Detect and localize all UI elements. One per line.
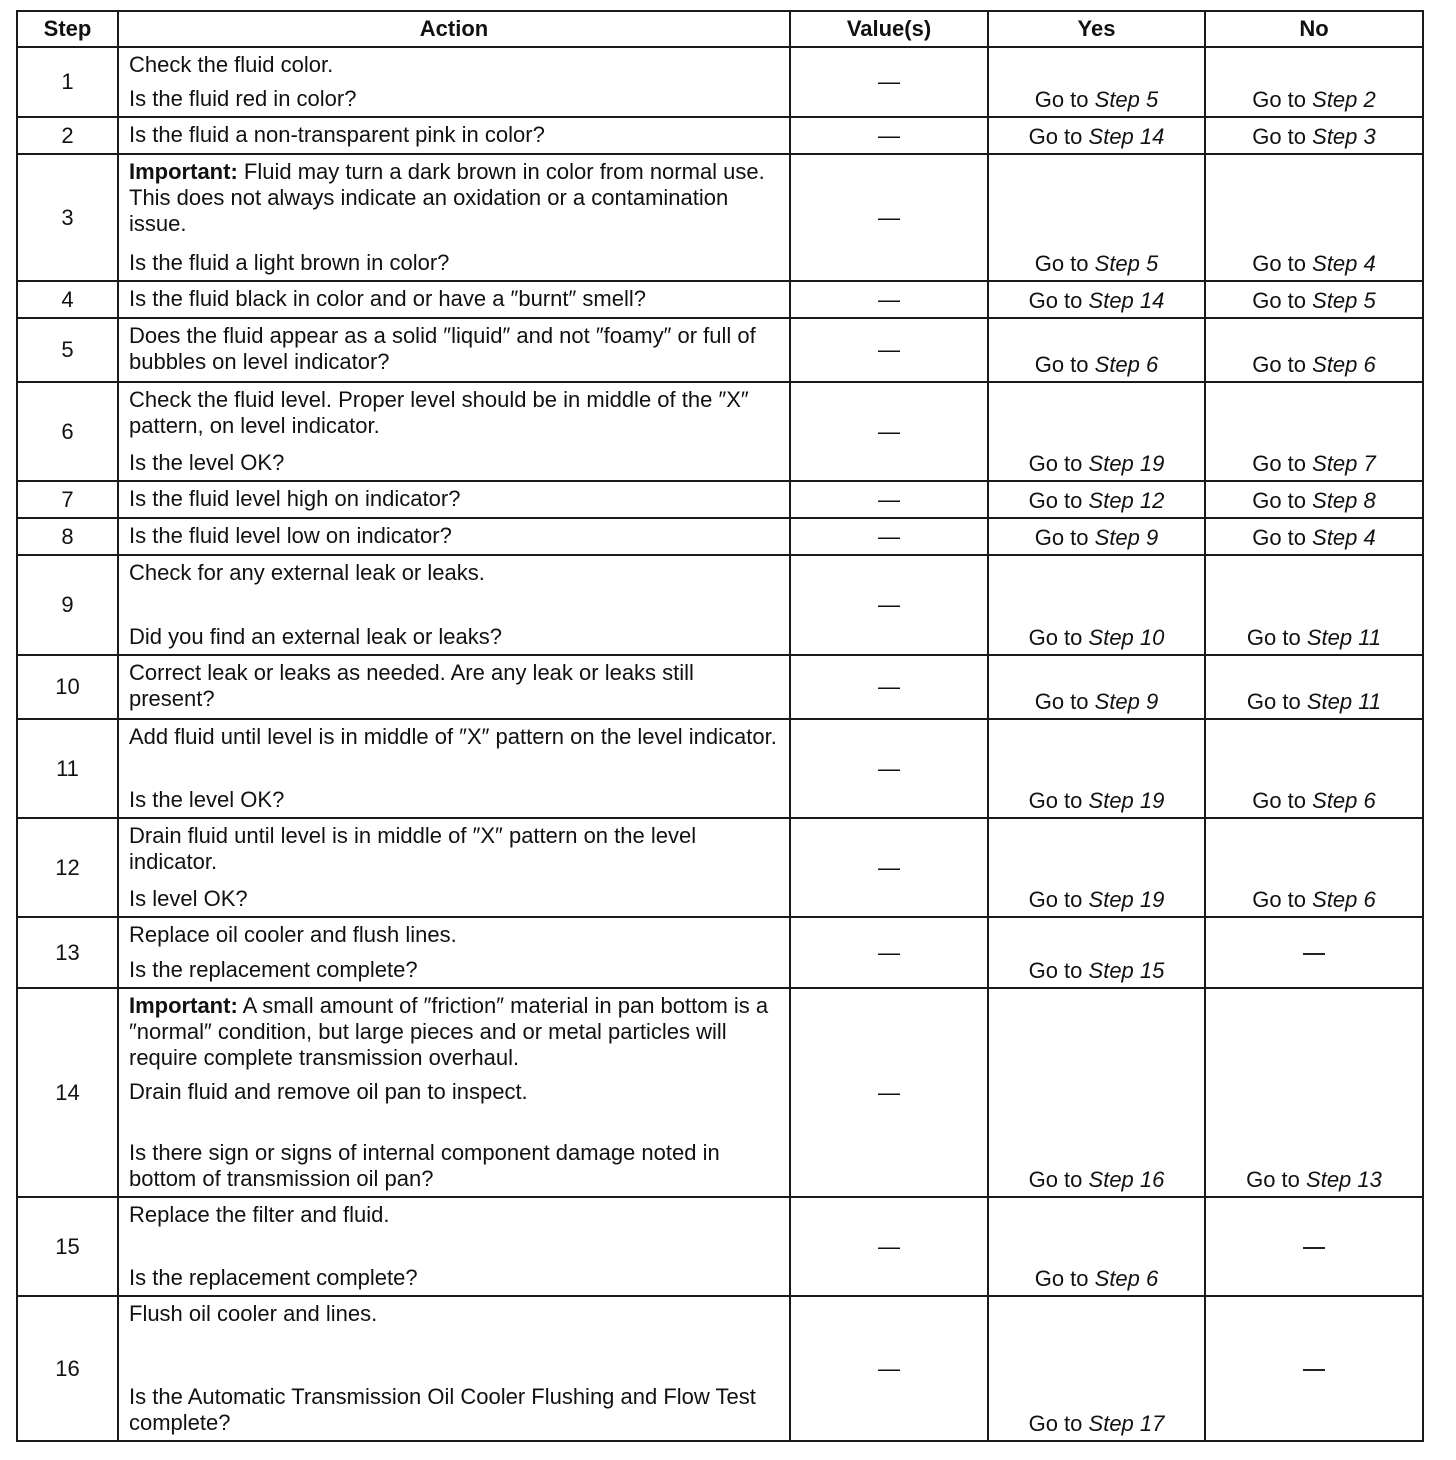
value-cell (790, 1296, 988, 1441)
header-action: Action (118, 11, 790, 47)
step-word: Step (1088, 958, 1134, 983)
action-paragraph (129, 957, 779, 983)
action-text: Did you find an external leak or leaks? (129, 624, 502, 649)
action-paragraph (129, 450, 779, 476)
value-cell (790, 318, 988, 382)
value-text: — (878, 204, 900, 230)
header-values: Value(s) (790, 11, 988, 47)
action-paragraph (129, 523, 779, 549)
action-text: Replace oil cooler and flush lines. (129, 922, 457, 947)
go-to-prefix: Go to (1246, 1167, 1300, 1192)
action-paragraph (129, 486, 779, 512)
no-step-ref (1306, 1167, 1382, 1192)
step-word: Step (1312, 451, 1358, 476)
header-yes: Yes (988, 11, 1205, 47)
step-number: 3 (1363, 124, 1376, 149)
yes-step-ref (1095, 1266, 1159, 1291)
step-word: Step (1094, 689, 1140, 714)
no-step-ref (1307, 625, 1381, 650)
no-step-ref (1312, 124, 1376, 149)
action-paragraph (129, 1202, 779, 1228)
step-number: 17 (1139, 1411, 1165, 1436)
value-cell (790, 154, 988, 281)
step-number: 5 (1146, 87, 1159, 112)
value-text: — (878, 337, 900, 362)
yes-step-ref (1089, 124, 1165, 149)
yes-cell (988, 655, 1205, 719)
action-cell (118, 318, 790, 382)
action-cell (118, 281, 790, 318)
action-text: Is the fluid a non-transparent pink in color? (129, 122, 545, 147)
yes-cell (988, 481, 1205, 518)
step-number: 6 (1363, 887, 1376, 912)
table-row (17, 47, 1423, 117)
diagnostic-table (16, 10, 1424, 1442)
yes-cell (988, 818, 1205, 917)
go-to-prefix: Go to (1028, 1167, 1083, 1192)
diagnostic-table-container (16, 10, 1422, 1442)
step-word: Step (1312, 788, 1358, 813)
table-row (17, 117, 1423, 154)
action-paragraph (129, 993, 779, 1071)
go-to-prefix: Go to (1034, 251, 1089, 276)
dash-mark (1303, 1369, 1325, 1371)
yes-step-ref (1095, 352, 1159, 377)
go-to-prefix: Go to (1028, 788, 1083, 813)
yes-cell (988, 719, 1205, 818)
no-cell (1205, 555, 1423, 655)
step-word: Step (1094, 525, 1140, 550)
go-to-prefix: Go to (1252, 352, 1307, 377)
step-number-cell: 4 (17, 281, 118, 318)
no-step-ref (1312, 451, 1376, 476)
step-number-cell: 9 (17, 555, 118, 655)
step-word: Step (1088, 1411, 1134, 1436)
step-word: Step (1094, 87, 1140, 112)
step-word: Step (1088, 887, 1134, 912)
yes-step-ref (1089, 451, 1165, 476)
step-number: 5 (1363, 288, 1376, 313)
table-header-row (17, 11, 1423, 47)
step-number-cell: 16 (17, 1296, 118, 1441)
go-to-prefix: Go to (1246, 689, 1301, 714)
value-cell (790, 518, 988, 555)
value-cell (790, 555, 988, 655)
value-cell (790, 117, 988, 154)
important-label: Important: (129, 993, 238, 1018)
action-text: Is the Automatic Transmission Oil Cooler Flushing and Flow Test complete? (129, 1384, 756, 1435)
action-text: Correct leak or leaks as needed. Are any leak or leaks still present? (129, 660, 694, 711)
action-text: Add fluid until level is in middle of ″X″ pattern on the level indicator. (129, 724, 777, 749)
value-cell (790, 47, 988, 117)
value-text: — (878, 674, 900, 699)
action-text: Is the replacement complete? (129, 957, 418, 982)
action-text: Is the fluid black in color and or have a ″burnt″ smell? (129, 286, 646, 311)
yes-step-ref (1089, 958, 1165, 983)
action-paragraph (129, 86, 779, 112)
step-number: 19 (1139, 887, 1165, 912)
go-to-prefix: Go to (1028, 1411, 1083, 1436)
header-no: No (1205, 11, 1423, 47)
dash-mark (1303, 953, 1325, 955)
action-cell (118, 818, 790, 917)
step-number: 14 (1139, 288, 1165, 313)
action-text: Check the fluid color. (129, 52, 334, 77)
no-step-ref (1312, 488, 1376, 513)
no-cell (1205, 318, 1423, 382)
table-row (17, 818, 1423, 917)
action-paragraph (129, 250, 779, 276)
action-text: Is the fluid red in color? (129, 86, 357, 111)
yes-cell (988, 518, 1205, 555)
step-number-cell: 6 (17, 382, 118, 481)
action-cell (118, 382, 790, 481)
value-text: — (878, 1233, 900, 1259)
go-to-prefix: Go to (1252, 87, 1307, 112)
yes-cell (988, 117, 1205, 154)
action-cell (118, 481, 790, 518)
no-cell (1205, 818, 1423, 917)
step-word: Step (1312, 288, 1358, 313)
step-number: 6 (1146, 1266, 1159, 1291)
step-word: Step (1088, 124, 1134, 149)
step-number-cell: 7 (17, 481, 118, 518)
action-cell (118, 1296, 790, 1441)
step-word: Step (1312, 251, 1358, 276)
action-text: Does the fluid appear as a solid ″liquid″ and not ″foamy″ or full of bubbles on level indicator? (129, 323, 756, 374)
step-word: Step (1094, 251, 1140, 276)
step-number-cell: 5 (17, 318, 118, 382)
yes-step-ref (1089, 788, 1165, 813)
important-label: Important: (129, 159, 238, 184)
action-paragraph (129, 823, 779, 875)
table-row (17, 1296, 1423, 1441)
action-paragraph (129, 886, 779, 912)
yes-cell (988, 1197, 1205, 1296)
step-number: 2 (1363, 87, 1376, 112)
action-paragraph (129, 122, 779, 148)
value-text: — (878, 286, 900, 312)
action-cell (118, 1197, 790, 1296)
no-cell (1205, 47, 1423, 117)
no-step-ref (1312, 788, 1376, 813)
header-step: Step (17, 11, 118, 47)
step-number-cell: 11 (17, 719, 118, 818)
step-number-cell: 10 (17, 655, 118, 719)
value-cell (790, 719, 988, 818)
table-row (17, 555, 1423, 655)
step-word: Step (1094, 1266, 1140, 1291)
go-to-prefix: Go to (1246, 625, 1301, 650)
step-number: 8 (1363, 488, 1376, 513)
no-cell (1205, 1296, 1423, 1441)
action-text: Is there sign or signs of internal component damage noted in bottom of transmission oil pan? (129, 1140, 720, 1191)
action-text: Drain fluid until level is in middle of ″X″ pattern on the level indicator. (129, 823, 697, 874)
action-paragraph (129, 1384, 779, 1436)
step-number-cell: 1 (17, 47, 118, 117)
action-paragraph (129, 387, 779, 439)
no-cell (1205, 382, 1423, 481)
step-number: 9 (1146, 689, 1159, 714)
table-row (17, 318, 1423, 382)
go-to-prefix: Go to (1028, 488, 1083, 513)
step-number: 5 (1146, 251, 1159, 276)
step-word: Step (1088, 1167, 1134, 1192)
no-step-ref (1312, 525, 1376, 550)
step-number: 9 (1146, 525, 1159, 550)
go-to-prefix: Go to (1034, 689, 1089, 714)
action-text: Is the level OK? (129, 787, 285, 812)
value-text: — (878, 486, 900, 512)
step-number-cell: 2 (17, 117, 118, 154)
no-cell (1205, 719, 1423, 818)
step-number-cell: 12 (17, 818, 118, 917)
yes-step-ref (1089, 1167, 1165, 1192)
yes-step-ref (1095, 87, 1159, 112)
step-word: Step (1094, 352, 1140, 377)
table-row (17, 988, 1423, 1197)
action-paragraph (129, 1140, 779, 1192)
value-text: — (878, 854, 900, 880)
yes-step-ref (1089, 887, 1165, 912)
no-step-ref (1312, 887, 1376, 912)
step-number-cell: 13 (17, 917, 118, 988)
table-row (17, 481, 1423, 518)
action-paragraph (129, 1301, 779, 1327)
step-word: Step (1312, 87, 1358, 112)
step-number: 11 (1358, 689, 1382, 714)
action-text: Is the fluid level high on indicator? (129, 486, 461, 511)
no-cell (1205, 154, 1423, 281)
action-paragraph (129, 724, 779, 750)
step-number-cell: 8 (17, 518, 118, 555)
action-text: Drain fluid and remove oil pan to inspect. (129, 1079, 528, 1104)
step-word: Step (1312, 124, 1358, 149)
table-row (17, 281, 1423, 318)
action-cell (118, 117, 790, 154)
value-cell (790, 1197, 988, 1296)
dash-mark (1303, 1247, 1325, 1249)
go-to-prefix: Go to (1252, 251, 1307, 276)
value-text: — (878, 939, 900, 965)
go-to-prefix: Go to (1034, 352, 1089, 377)
action-text: Check the fluid level. Proper level should be in middle of the ″X″ pattern, on level indicator. (129, 387, 749, 438)
no-cell (1205, 481, 1423, 518)
step-word: Step (1312, 525, 1358, 550)
action-text: Is the fluid a light brown in color? (129, 250, 450, 275)
step-number: 15 (1139, 958, 1165, 983)
value-text: — (878, 418, 900, 444)
table-row (17, 382, 1423, 481)
action-cell (118, 917, 790, 988)
table-row (17, 655, 1423, 719)
yes-step-ref (1089, 288, 1165, 313)
go-to-prefix: Go to (1034, 525, 1089, 550)
step-number: 6 (1363, 352, 1376, 377)
no-step-ref (1312, 251, 1376, 276)
step-word: Step (1088, 451, 1134, 476)
action-cell (118, 47, 790, 117)
value-cell (790, 382, 988, 481)
value-text: — (878, 523, 900, 549)
value-cell (790, 481, 988, 518)
yes-cell (988, 281, 1205, 318)
no-cell (1205, 1197, 1423, 1296)
action-cell (118, 518, 790, 555)
step-word: Step (1088, 488, 1134, 513)
action-cell (118, 655, 790, 719)
table-row (17, 1197, 1423, 1296)
action-paragraph (129, 159, 779, 237)
value-text: — (878, 122, 900, 148)
step-word: Step (1306, 1167, 1352, 1192)
action-text: Is the level OK? (129, 450, 285, 475)
yes-cell (988, 1296, 1205, 1441)
action-text: Check for any external leak or leaks. (129, 560, 485, 585)
step-number: 4 (1363, 525, 1376, 550)
action-paragraph (129, 560, 779, 586)
go-to-prefix: Go to (1252, 488, 1307, 513)
table-row (17, 917, 1423, 988)
no-cell (1205, 281, 1423, 318)
table-body (17, 47, 1423, 1441)
step-number: 19 (1139, 451, 1165, 476)
value-cell (790, 655, 988, 719)
no-cell (1205, 988, 1423, 1197)
action-paragraph (129, 922, 779, 948)
no-step-ref (1307, 689, 1381, 714)
go-to-prefix: Go to (1034, 87, 1089, 112)
step-number-cell: 14 (17, 988, 118, 1197)
step-number: 6 (1363, 788, 1376, 813)
step-number: 4 (1363, 251, 1376, 276)
yes-step-ref (1095, 251, 1159, 276)
step-number: 19 (1139, 788, 1165, 813)
step-number: 13 (1357, 1167, 1382, 1192)
value-text: — (878, 755, 900, 781)
action-paragraph (129, 52, 779, 78)
go-to-prefix: Go to (1034, 1266, 1089, 1291)
yes-cell (988, 988, 1205, 1197)
no-cell (1205, 917, 1423, 988)
yes-step-ref (1089, 1411, 1165, 1436)
value-cell (790, 917, 988, 988)
go-to-prefix: Go to (1028, 958, 1083, 983)
action-text: A small amount of ″friction″ material in pan bottom is a ″normal″ condition, but large pieces and or metal particles will require complete transmission overhaul. (129, 993, 769, 1070)
yes-cell (988, 47, 1205, 117)
yes-cell (988, 555, 1205, 655)
step-number-cell: 3 (17, 154, 118, 281)
no-step-ref (1312, 87, 1376, 112)
go-to-prefix: Go to (1028, 124, 1083, 149)
step-word: Step (1312, 488, 1358, 513)
no-step-ref (1312, 288, 1376, 313)
value-text: — (878, 1355, 900, 1381)
step-word: Step (1306, 625, 1353, 650)
action-text: Is level OK? (129, 886, 248, 911)
action-paragraph (129, 660, 779, 712)
yes-cell (988, 154, 1205, 281)
go-to-prefix: Go to (1252, 451, 1307, 476)
go-to-prefix: Go to (1252, 124, 1307, 149)
yes-cell (988, 318, 1205, 382)
go-to-prefix: Go to (1028, 451, 1083, 476)
yes-step-ref (1095, 525, 1159, 550)
step-number-cell: 15 (17, 1197, 118, 1296)
yes-step-ref (1089, 625, 1165, 650)
action-text: Flush oil cooler and lines. (129, 1301, 378, 1326)
action-paragraph (129, 1079, 779, 1105)
go-to-prefix: Go to (1252, 788, 1307, 813)
go-to-prefix: Go to (1252, 288, 1307, 313)
go-to-prefix: Go to (1028, 887, 1083, 912)
step-number: 11 (1358, 625, 1382, 650)
value-text: — (878, 592, 900, 617)
go-to-prefix: Go to (1252, 525, 1307, 550)
yes-step-ref (1089, 488, 1165, 513)
table-row (17, 518, 1423, 555)
go-to-prefix: Go to (1252, 887, 1307, 912)
action-cell (118, 154, 790, 281)
action-paragraph (129, 787, 779, 813)
action-text: Fluid may turn a dark brown in color from normal use. This does not always indicate an oxidation or a contamination issue. (129, 159, 765, 236)
yes-step-ref (1095, 689, 1159, 714)
action-text: Is the fluid level low on indicator? (129, 523, 452, 548)
action-cell (118, 988, 790, 1197)
value-cell (790, 281, 988, 318)
yes-cell (988, 382, 1205, 481)
table-row (17, 154, 1423, 281)
step-number: 10 (1139, 625, 1165, 650)
step-number: 14 (1139, 124, 1165, 149)
action-cell (118, 555, 790, 655)
action-paragraph (129, 624, 779, 650)
value-cell (790, 988, 988, 1197)
action-text: Replace the filter and fluid. (129, 1202, 390, 1227)
action-paragraph (129, 323, 779, 375)
step-word: Step (1088, 788, 1134, 813)
action-text: Is the replacement complete? (129, 1265, 418, 1290)
table-row (17, 719, 1423, 818)
step-word: Step (1088, 288, 1134, 313)
value-text: — (878, 1079, 900, 1105)
action-paragraph (129, 286, 779, 312)
step-word: Step (1306, 689, 1353, 714)
no-cell (1205, 117, 1423, 154)
no-cell (1205, 655, 1423, 719)
yes-cell (988, 917, 1205, 988)
step-number: 16 (1139, 1167, 1165, 1192)
action-cell (118, 719, 790, 818)
step-word: Step (1088, 625, 1134, 650)
action-paragraph (129, 1265, 779, 1291)
step-number: 7 (1363, 451, 1376, 476)
step-word: Step (1312, 887, 1358, 912)
no-step-ref (1312, 352, 1376, 377)
no-cell (1205, 518, 1423, 555)
go-to-prefix: Go to (1028, 625, 1083, 650)
step-number: 12 (1139, 488, 1165, 513)
step-word: Step (1312, 352, 1358, 377)
value-text: — (878, 69, 900, 94)
go-to-prefix: Go to (1028, 288, 1083, 313)
step-number: 6 (1146, 352, 1159, 377)
value-cell (790, 818, 988, 917)
